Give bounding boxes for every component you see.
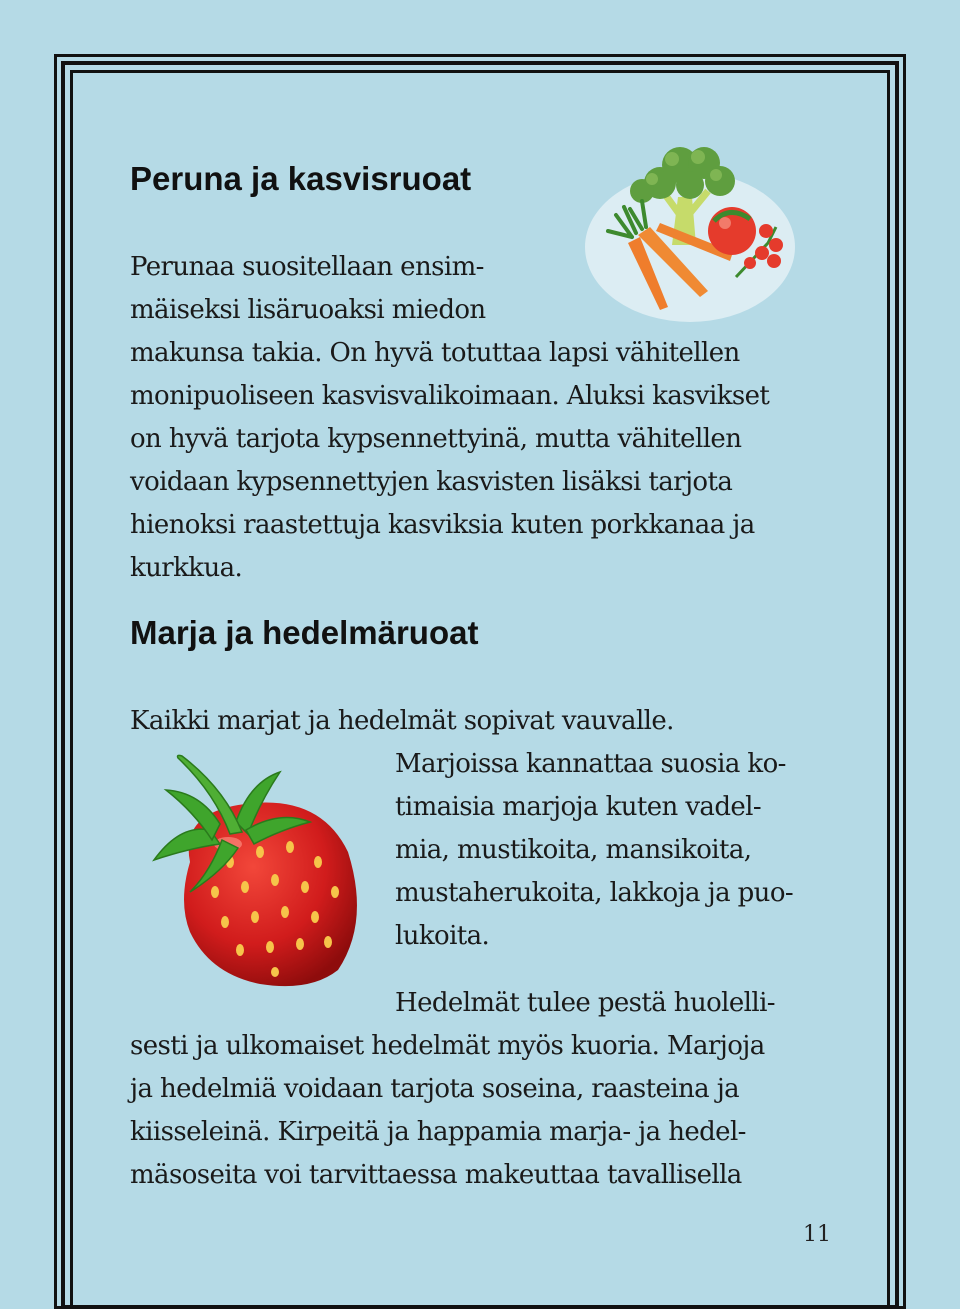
heading-potato-vegetables: Peruna ja kasvisruoat — [130, 160, 472, 197]
section2-berries-paragraph: Marjoissa kannattaa suosia ko- timaisia marjoja kuten vadel- mia, mustikoita, mansikoita, mustaherukoita, lakkoja ja puo- lukoita. — [395, 749, 794, 951]
section2-fruit-first-line: Hedelmät tulee pestä huolelli- — [395, 988, 775, 1018]
section1-paragraph: Perunaa suositellaan ensim- mäiseksi lisäruoaksi miedon makunsa takia. On hyvä totuttaa lapsi vähitellen monipuoliseen kasvisvalikoimaan. Aluksi kasvikset on hyvä tarjota kypsennettyinä, mutta vähitellen voidaan kypsennettyjen kasvisten lisäksi tarjota hienoksi raastettuja kasviksia kuten porkkanaa ja kurkkua. — [130, 252, 770, 583]
page-number: 11 — [803, 1222, 831, 1247]
strawberry-icon — [150, 752, 365, 992]
section2-intro: Kaikki marjat ja hedelmät sopivat vauvalle. — [130, 706, 674, 736]
heading-berries-fruit: Marja ja hedelmäruoat — [130, 614, 479, 651]
section2-fruit-paragraph: sesti ja ulkomaiset hedelmät myös kuoria. Marjoja ja hedelmiä voidaan tarjota soseina, raasteina ja kiisseleinä. Kirpeitä ja happamia marja- ja hedel- mäsoseita voi tarvittaessa makeuttaa tavallisella — [130, 1031, 765, 1190]
